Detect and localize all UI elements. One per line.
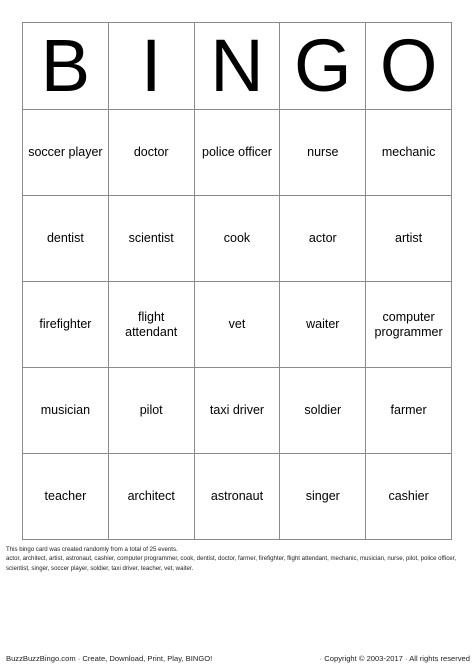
header-letter-o: O <box>366 23 452 110</box>
bingo-cell <box>280 368 366 454</box>
bingo-cell <box>108 196 194 282</box>
bingo-cell <box>366 282 452 368</box>
cell-label: artist <box>395 231 423 246</box>
cell-label: mechanic <box>381 145 436 160</box>
bingo-cell <box>366 454 452 540</box>
header-letter-i: I <box>108 23 194 110</box>
cell-label: cook <box>223 231 251 246</box>
bingo-header-row <box>23 23 452 110</box>
bingo-cell <box>108 110 194 196</box>
bingo-cell <box>194 282 280 368</box>
bingo-cell <box>23 368 109 454</box>
description-intro: This bingo card was created randomly from a total of 25 events. <box>6 546 178 553</box>
bingo-card <box>22 22 452 540</box>
cell-label: singer <box>305 489 340 504</box>
footer-site-text: BuzzBuzzBingo.com · Create, Download, Print, Play, BINGO! <box>6 654 213 663</box>
bingo-cell <box>194 196 280 282</box>
bingo-cell <box>366 368 452 454</box>
bingo-row <box>23 368 452 454</box>
bingo-cell <box>280 196 366 282</box>
cell-label: computer programmer <box>374 310 443 339</box>
bingo-row <box>23 110 452 196</box>
bingo-cell <box>280 282 366 368</box>
cell-label: taxi driver <box>209 403 265 418</box>
card-description <box>6 545 470 573</box>
cell-label: doctor <box>133 145 169 160</box>
cell-label: astronaut <box>210 489 264 504</box>
bingo-cell <box>194 454 280 540</box>
page-footer <box>6 654 470 663</box>
bingo-cell <box>280 454 366 540</box>
bingo-cell <box>194 368 280 454</box>
cell-label: scientist <box>128 231 174 246</box>
cell-label: actor <box>308 231 337 246</box>
bingo-cell <box>366 196 452 282</box>
cell-label: architect <box>127 489 175 504</box>
cell-label: teacher <box>44 489 87 504</box>
description-events: actor, architect, artist, astronaut, cashier, computer programmer, cook, dentist, doctor, farmer, firefighter, flight attendant, mechanic, musician, nurse, pilot, police officer, scientist, singer, soccer player, soldier, taxi driver, teacher, vet, waiter. <box>6 555 457 572</box>
cell-label: farmer <box>390 403 427 418</box>
cell-label: soccer player <box>28 145 103 160</box>
footer-copyright: · Copyright © 2003-2017 · All rights reserved <box>319 654 470 663</box>
cell-label: firefighter <box>39 317 92 332</box>
cell-label: dentist <box>46 231 84 246</box>
bingo-cell <box>108 454 194 540</box>
bingo-row <box>23 454 452 540</box>
bingo-cell <box>23 196 109 282</box>
bingo-cell <box>194 110 280 196</box>
bingo-row <box>23 196 452 282</box>
bingo-cell <box>23 282 109 368</box>
header-letter-b: B <box>23 23 109 110</box>
header-letter-g: G <box>280 23 366 110</box>
cell-label: cashier <box>388 489 429 504</box>
cell-label: waiter <box>306 317 340 332</box>
cell-label: flight attendant <box>125 310 178 339</box>
bingo-row <box>23 282 452 368</box>
bingo-cell <box>280 110 366 196</box>
bingo-cell <box>23 110 109 196</box>
cell-label: musician <box>40 403 91 418</box>
bingo-cell <box>366 110 452 196</box>
cell-label: nurse <box>307 145 339 160</box>
bingo-cell <box>108 282 194 368</box>
header-letter-n: N <box>194 23 280 110</box>
bingo-cell <box>23 454 109 540</box>
cell-label: pilot <box>139 403 163 418</box>
cell-label: police officer <box>202 145 272 160</box>
cell-label: soldier <box>304 403 342 418</box>
cell-label: vet <box>228 317 246 332</box>
bingo-cell <box>108 368 194 454</box>
